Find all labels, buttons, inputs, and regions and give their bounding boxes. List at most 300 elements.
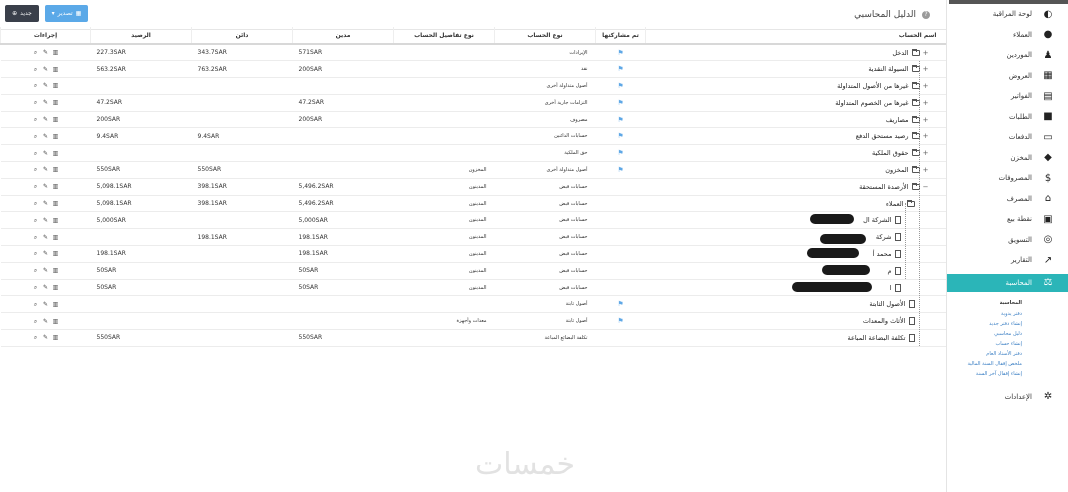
- type-cell: أصول ثابتة: [495, 313, 596, 330]
- detail-type-cell: المدينون: [394, 195, 495, 212]
- help-icon[interactable]: ?: [922, 11, 930, 19]
- type-cell: حسابات قبض: [495, 279, 596, 296]
- tree-node[interactable]: [887, 263, 900, 279]
- col-balance[interactable]: الرصيد: [91, 27, 192, 44]
- shared-cell: [596, 94, 646, 111]
- sidebar-item-label: التسويق: [1008, 235, 1032, 244]
- row-actions: [1, 229, 91, 246]
- col-type[interactable]: نوع الحساب: [495, 27, 596, 44]
- tree-node[interactable]: [876, 229, 901, 245]
- credit-cell: [192, 313, 293, 330]
- account-name: المخزون: [885, 166, 909, 175]
- detail-type-cell: [394, 128, 495, 145]
- trash-icon[interactable]: ▥: [52, 334, 59, 342]
- balance-cell: 550SAR: [91, 330, 192, 347]
- tree-node[interactable]: [892, 45, 928, 61]
- pencil-icon[interactable]: ✎: [42, 149, 49, 157]
- detail-type-cell: [394, 296, 495, 313]
- expand-icon[interactable]: +: [922, 132, 929, 141]
- balance-cell: 550SAR: [91, 162, 192, 179]
- table-row[interactable]: [1, 212, 947, 229]
- trash-icon[interactable]: ▥: [52, 267, 59, 275]
- table-row[interactable]: [1, 330, 947, 347]
- search-icon[interactable]: ⌕: [33, 216, 38, 224]
- balance-cell: 563.2SAR: [91, 61, 192, 78]
- pencil-icon[interactable]: ✎: [42, 317, 49, 325]
- sidebar-item-label: نقطة بيع: [1007, 215, 1032, 224]
- tree-node[interactable]: [873, 246, 901, 262]
- search-icon[interactable]: ⌕: [33, 166, 38, 174]
- pencil-icon[interactable]: ✎: [42, 82, 49, 90]
- file-icon: ▤: [1043, 90, 1053, 102]
- pencil-icon[interactable]: ✎: [42, 300, 49, 308]
- table-row[interactable]: [1, 262, 947, 279]
- table-row[interactable]: [1, 94, 947, 111]
- balance-cell: [91, 229, 192, 246]
- shared-cell: [596, 61, 646, 78]
- row-actions: [1, 162, 91, 179]
- search-icon[interactable]: ⌕: [33, 300, 38, 308]
- trash-icon[interactable]: ▥: [52, 200, 59, 208]
- row-actions: [1, 279, 91, 296]
- table-row[interactable]: [1, 145, 947, 162]
- pencil-icon[interactable]: ✎: [42, 334, 49, 342]
- account-name-cell[interactable]: [646, 330, 947, 347]
- debit-cell: [293, 128, 394, 145]
- row-actions: [1, 61, 91, 78]
- shared-cell: [596, 279, 646, 296]
- sidebar-item-bank[interactable]: [947, 189, 1068, 210]
- tree-node[interactable]: [890, 280, 901, 296]
- credit-cell: 398.1SAR: [192, 178, 293, 195]
- expand-icon[interactable]: +: [922, 65, 929, 74]
- type-cell: نقد: [495, 61, 596, 78]
- account-name-cell[interactable]: [646, 195, 947, 212]
- sidebar-item-dashboard[interactable]: [947, 4, 1068, 25]
- detail-type-cell: المدينون: [394, 262, 495, 279]
- sidebar-item-suppliers[interactable]: [947, 45, 1068, 66]
- account-name: م: [887, 266, 892, 275]
- credit-cell: [192, 145, 293, 162]
- type-cell: حسابات قبض: [495, 246, 596, 263]
- row-actions: [1, 111, 91, 128]
- shared-cell: [596, 330, 646, 347]
- trash-icon[interactable]: ▥: [52, 99, 59, 107]
- account-name: شركة: [875, 233, 892, 242]
- search-icon[interactable]: ⌕: [33, 334, 38, 342]
- pencil-icon[interactable]: ✎: [42, 183, 49, 191]
- submenu-link[interactable]: دفتر الأستاذ العام: [986, 350, 1022, 357]
- row-actions: [1, 195, 91, 212]
- account-name-cell[interactable]: [646, 78, 947, 95]
- shared-cell: [596, 178, 646, 195]
- redaction-mark: [810, 214, 854, 224]
- row-actions: [1, 262, 91, 279]
- detail-type-cell: المدينون: [394, 279, 495, 296]
- search-icon[interactable]: ⌕: [33, 284, 38, 292]
- detail-type-cell: [394, 145, 495, 162]
- debit-cell: 198.1SAR: [293, 229, 394, 246]
- trash-icon[interactable]: ▥: [52, 65, 59, 73]
- type-cell: حق الملكية: [495, 145, 596, 162]
- submenu-link[interactable]: دليل محاسبي: [994, 330, 1022, 337]
- credit-cell: [192, 279, 293, 296]
- tree-node[interactable]: [863, 212, 900, 228]
- expand-icon[interactable]: +: [922, 82, 929, 91]
- tree-line: [919, 61, 920, 346]
- bookmark-icon[interactable]: ⚑: [617, 165, 624, 174]
- bookmark-icon[interactable]: ⚑: [617, 115, 624, 124]
- expand-icon[interactable]: +: [922, 49, 929, 57]
- type-cell: حسابات قبض: [495, 229, 596, 246]
- detail-type-cell: [394, 61, 495, 78]
- account-name-cell[interactable]: [646, 44, 947, 61]
- dashboard-icon: ◐: [1043, 8, 1053, 20]
- sidebar-item-label: المحاسبة: [1005, 278, 1032, 287]
- table-row[interactable]: [1, 111, 947, 128]
- balance-cell: 200SAR: [91, 111, 192, 128]
- expand-icon[interactable]: +: [922, 98, 929, 107]
- tree-line: [905, 203, 906, 279]
- debit-cell: 5,496.2SAR: [293, 195, 394, 212]
- balance-cell: 198.1SAR: [91, 246, 192, 263]
- balance-cell: [91, 145, 192, 162]
- bookmark-icon[interactable]: ⚑: [617, 65, 624, 74]
- trash-icon[interactable]: ▥: [52, 183, 59, 191]
- sidebar-item-label: الفواتير: [1010, 92, 1032, 101]
- redaction-mark: [820, 234, 866, 244]
- account-name-cell[interactable]: [646, 246, 947, 263]
- bookmark-icon[interactable]: ⚑: [617, 149, 624, 158]
- pencil-icon[interactable]: ✎: [42, 65, 49, 73]
- pencil-icon[interactable]: ✎: [42, 49, 49, 57]
- detail-type-cell: معدات وأجهزة: [394, 313, 495, 330]
- trash-icon[interactable]: ▥: [52, 216, 59, 224]
- shared-cell: [596, 145, 646, 162]
- account-name-cell[interactable]: [646, 61, 947, 78]
- search-icon[interactable]: ⌕: [33, 65, 38, 73]
- credit-cell: [192, 212, 293, 229]
- type-cell: التزامات جارية أخرى: [495, 94, 596, 111]
- tree-node[interactable]: [856, 128, 929, 144]
- export-button-label: تصدير: [57, 10, 73, 17]
- detail-type-cell: المدينون: [394, 229, 495, 246]
- submenu-link[interactable]: إنشاء دفتر جديد: [989, 320, 1022, 327]
- balance-cell: [91, 313, 192, 330]
- trash-icon[interactable]: ▥: [52, 317, 59, 325]
- submenu-link[interactable]: ملخص إقفال السنة المالية: [967, 360, 1022, 367]
- account-name-cell[interactable]: [646, 128, 947, 145]
- row-actions: [1, 44, 91, 61]
- file-icon: [909, 334, 915, 342]
- file-icon: [895, 250, 901, 258]
- balance-cell: 5,098.1SAR: [91, 195, 192, 212]
- account-name-cell[interactable]: [646, 178, 947, 195]
- tree-node[interactable]: [886, 112, 929, 128]
- sidebar-item-box[interactable]: [947, 148, 1068, 169]
- sidebar-item-label: العملاء: [1013, 30, 1032, 39]
- pencil-icon[interactable]: ✎: [42, 216, 49, 224]
- table-row[interactable]: [1, 195, 947, 212]
- account-name-cell[interactable]: [646, 111, 947, 128]
- search-icon[interactable]: ⌕: [33, 116, 38, 124]
- search-icon[interactable]: ⌕: [33, 99, 38, 107]
- table-row[interactable]: [1, 296, 947, 313]
- col-detail-type[interactable]: نوع تفاصيل الحساب: [394, 27, 495, 44]
- sidebar-item-chart[interactable]: [947, 250, 1068, 271]
- detail-type-cell: المدينون: [394, 212, 495, 229]
- account-name-cell[interactable]: [646, 313, 947, 330]
- col-shared[interactable]: تم مشاركتها: [596, 27, 646, 44]
- search-icon[interactable]: ⌕: [33, 317, 38, 325]
- file-icon: [895, 284, 901, 292]
- debit-cell: [293, 145, 394, 162]
- submenu-link[interactable]: إنشاء حساب: [995, 340, 1022, 347]
- expand-icon[interactable]: +: [922, 166, 929, 175]
- expand-icon[interactable]: +: [922, 115, 929, 124]
- pencil-icon[interactable]: ✎: [42, 233, 49, 241]
- type-cell: حسابات الدائنين: [495, 128, 596, 145]
- trash-icon[interactable]: ▥: [52, 49, 59, 57]
- submenu-heading: المحاسبة: [999, 299, 1022, 306]
- search-icon[interactable]: ⌕: [33, 49, 38, 57]
- row-actions: [1, 178, 91, 195]
- debit-cell: 200SAR: [293, 61, 394, 78]
- bank-icon: ⌂: [1044, 193, 1052, 205]
- credit-cell: [192, 111, 293, 128]
- bookmark-icon[interactable]: ⚑: [617, 98, 624, 107]
- table-row[interactable]: [1, 229, 947, 246]
- tree-node[interactable]: [837, 78, 928, 94]
- account-name: حقوق الملكية: [871, 149, 909, 158]
- pos-icon: ▣: [1043, 213, 1053, 225]
- tree-node[interactable]: [872, 145, 929, 161]
- debit-cell: 50SAR: [293, 279, 394, 296]
- pencil-icon[interactable]: ✎: [42, 267, 49, 275]
- pencil-icon[interactable]: ✎: [42, 116, 49, 124]
- tree-node[interactable]: [863, 313, 915, 329]
- dollar-icon: $: [1044, 172, 1052, 184]
- credit-cell: [192, 296, 293, 313]
- account-name-cell[interactable]: [646, 229, 947, 246]
- col-name[interactable]: اسم الحساب: [646, 27, 947, 44]
- tree-node[interactable]: [885, 162, 928, 178]
- bookmark-icon[interactable]: ⚑: [617, 132, 624, 141]
- trash-icon[interactable]: ▥: [52, 250, 59, 258]
- pencil-icon[interactable]: ✎: [42, 200, 49, 208]
- table-row[interactable]: [1, 313, 947, 330]
- type-cell: حسابات قبض: [495, 178, 596, 195]
- pencil-icon[interactable]: ✎: [42, 132, 49, 140]
- pencil-icon[interactable]: ✎: [42, 99, 49, 107]
- sidebar-item-scale[interactable]: [947, 274, 1068, 292]
- detail-type-cell: [394, 44, 495, 61]
- sidebar-item-file[interactable]: [947, 86, 1068, 107]
- search-icon[interactable]: ⌕: [33, 183, 38, 191]
- page-title: الدليل المحاسبي: [854, 10, 916, 20]
- pencil-icon[interactable]: ✎: [42, 284, 49, 292]
- bookmark-icon[interactable]: ⚑: [617, 48, 624, 57]
- table-row[interactable]: [1, 128, 947, 145]
- account-name: غيرها من الأصول المتداولة: [837, 82, 909, 91]
- account-name: تكلفة البضاعة المباعة: [847, 334, 906, 343]
- detail-type-cell: المدينون: [394, 178, 495, 195]
- shared-cell: [596, 128, 646, 145]
- top-bar: [0, 0, 946, 30]
- search-icon[interactable]: ⌕: [33, 82, 38, 90]
- shared-cell: [596, 262, 646, 279]
- balance-cell: 227.3SAR: [91, 44, 192, 61]
- search-icon[interactable]: ⌕: [33, 149, 38, 157]
- debit-cell: 200SAR: [293, 111, 394, 128]
- tree-node[interactable]: [886, 196, 915, 212]
- trash-icon[interactable]: ▥: [52, 132, 59, 140]
- new-button[interactable]: [5, 5, 39, 22]
- tree-node[interactable]: [847, 330, 914, 346]
- sidebar-item-label: الدفعات: [1008, 133, 1032, 142]
- type-cell: حسابات قبض: [495, 212, 596, 229]
- debit-cell: 198.1SAR: [293, 246, 394, 263]
- debit-cell: [293, 162, 394, 179]
- sidebar-item-label: التقارير: [1010, 256, 1032, 265]
- sidebar-item-credit-card[interactable]: [947, 127, 1068, 148]
- balance-cell: [91, 78, 192, 95]
- trash-icon[interactable]: ▥: [52, 149, 59, 157]
- accounts-table: [0, 27, 947, 347]
- table-row[interactable]: [1, 162, 947, 179]
- trash-icon[interactable]: ▥: [52, 284, 59, 292]
- sidebar-item-user[interactable]: [947, 25, 1068, 46]
- debit-cell: 5,496.2SAR: [293, 178, 394, 195]
- account-name: رصيد مستحق الدفع: [855, 132, 909, 141]
- credit-cell: [192, 262, 293, 279]
- balance-cell: 5,000SAR: [91, 212, 192, 229]
- table-row[interactable]: [1, 178, 947, 195]
- credit-cell: 550SAR: [192, 162, 293, 179]
- detail-type-cell: المخزون: [394, 162, 495, 179]
- credit-cell: 343.7SAR: [192, 44, 293, 61]
- file-icon: [895, 267, 901, 275]
- box-icon: ◆: [1044, 152, 1052, 164]
- redaction-mark: [822, 265, 870, 275]
- submenu-link[interactable]: إنشاء إقفال آخر السنة: [975, 370, 1022, 377]
- account-name-cell[interactable]: [646, 262, 947, 279]
- trash-icon[interactable]: ▥: [52, 116, 59, 124]
- file-icon: [909, 300, 915, 308]
- trash-icon[interactable]: ▥: [52, 166, 59, 174]
- trash-icon[interactable]: ▥: [52, 82, 59, 90]
- sidebar-item-pos[interactable]: [947, 209, 1068, 230]
- expand-icon[interactable]: +: [922, 149, 929, 158]
- col-debit[interactable]: مدين: [293, 27, 394, 44]
- detail-type-cell: [394, 94, 495, 111]
- sidebar-item-label: المصروفات: [998, 174, 1032, 183]
- search-icon[interactable]: ⌕: [33, 233, 38, 241]
- col-credit[interactable]: دائن: [192, 27, 293, 44]
- row-actions: [1, 296, 91, 313]
- sidebar-item-dollar[interactable]: [947, 168, 1068, 189]
- detail-type-cell: [394, 330, 495, 347]
- account-name-cell[interactable]: [646, 94, 947, 111]
- table-row[interactable]: [1, 44, 947, 61]
- shared-cell: [596, 246, 646, 263]
- col-actions: إجراءات: [1, 27, 91, 44]
- sidebar-item-briefcase[interactable]: [947, 107, 1068, 128]
- table-row[interactable]: [1, 61, 947, 78]
- credit-cell: 198.1SAR: [192, 229, 293, 246]
- account-name-cell[interactable]: [646, 296, 947, 313]
- sidebar-item-label: الموردين: [1006, 51, 1032, 60]
- sidebar-item-label: العروض: [1008, 71, 1032, 80]
- detail-type-cell: [394, 78, 495, 95]
- export-button[interactable]: [45, 5, 88, 22]
- detail-type-cell: المدينون: [394, 246, 495, 263]
- debit-cell: [293, 78, 394, 95]
- table-row[interactable]: [1, 78, 947, 95]
- bookmark-icon[interactable]: ⚑: [617, 81, 624, 90]
- account-name: العملاء: [885, 199, 904, 208]
- sidebar-item-calculator[interactable]: [947, 66, 1068, 87]
- tree-node[interactable]: [835, 95, 928, 111]
- search-icon[interactable]: ⌕: [33, 250, 38, 258]
- balance-cell: 50SAR: [91, 262, 192, 279]
- target-icon: ◎: [1043, 234, 1053, 246]
- balance-cell: 5,098.1SAR: [91, 178, 192, 195]
- credit-cell: [192, 330, 293, 347]
- account-name-cell[interactable]: [646, 162, 947, 179]
- tree-node[interactable]: [869, 296, 914, 312]
- search-icon[interactable]: ⌕: [33, 267, 38, 275]
- type-cell: حسابات قبض: [495, 262, 596, 279]
- table-header-row: [1, 27, 947, 44]
- submenu-link[interactable]: دفتر يدوية: [1001, 310, 1022, 317]
- debit-cell: 50SAR: [293, 262, 394, 279]
- file-icon: [909, 317, 915, 325]
- credit-cell: 763.2SAR: [192, 61, 293, 78]
- balance-cell: [91, 296, 192, 313]
- sidebar-item-label: الطلبات: [1009, 112, 1032, 121]
- sidebar-item-label: المخزن: [1010, 153, 1032, 162]
- account-name-cell[interactable]: [646, 212, 947, 229]
- search-icon[interactable]: ⌕: [33, 132, 38, 140]
- expand-icon[interactable]: −: [922, 182, 929, 191]
- bookmark-icon[interactable]: ⚑: [617, 300, 624, 309]
- type-cell: حسابات قبض: [495, 195, 596, 212]
- account-name: السيولة النقدية: [868, 65, 909, 74]
- credit-card-icon: ▭: [1043, 131, 1053, 143]
- pencil-icon[interactable]: ✎: [42, 250, 49, 258]
- gear-icon: ✲: [1043, 391, 1053, 403]
- account-name: الأرصدة المستحقة: [859, 182, 909, 191]
- type-cell: أصول متداولة أخرى: [495, 162, 596, 179]
- debit-cell: 550SAR: [293, 330, 394, 347]
- bookmark-icon[interactable]: ⚑: [617, 317, 624, 326]
- search-icon[interactable]: ⌕: [33, 200, 38, 208]
- calculator-icon: ▦: [1043, 70, 1053, 82]
- pencil-icon[interactable]: ✎: [42, 166, 49, 174]
- row-actions: [1, 128, 91, 145]
- trash-icon[interactable]: ▥: [52, 300, 59, 308]
- sidebar-item-target[interactable]: [947, 230, 1068, 251]
- account-name: الشركة ال: [863, 216, 892, 225]
- trash-icon[interactable]: ▥: [52, 233, 59, 241]
- row-actions: [1, 145, 91, 162]
- table-row[interactable]: [1, 246, 947, 263]
- balance-cell: 50SAR: [91, 279, 192, 296]
- scale-icon: ⚖: [1043, 277, 1053, 288]
- sidebar-item-settings[interactable]: [947, 387, 1068, 408]
- account-name-cell[interactable]: [646, 145, 947, 162]
